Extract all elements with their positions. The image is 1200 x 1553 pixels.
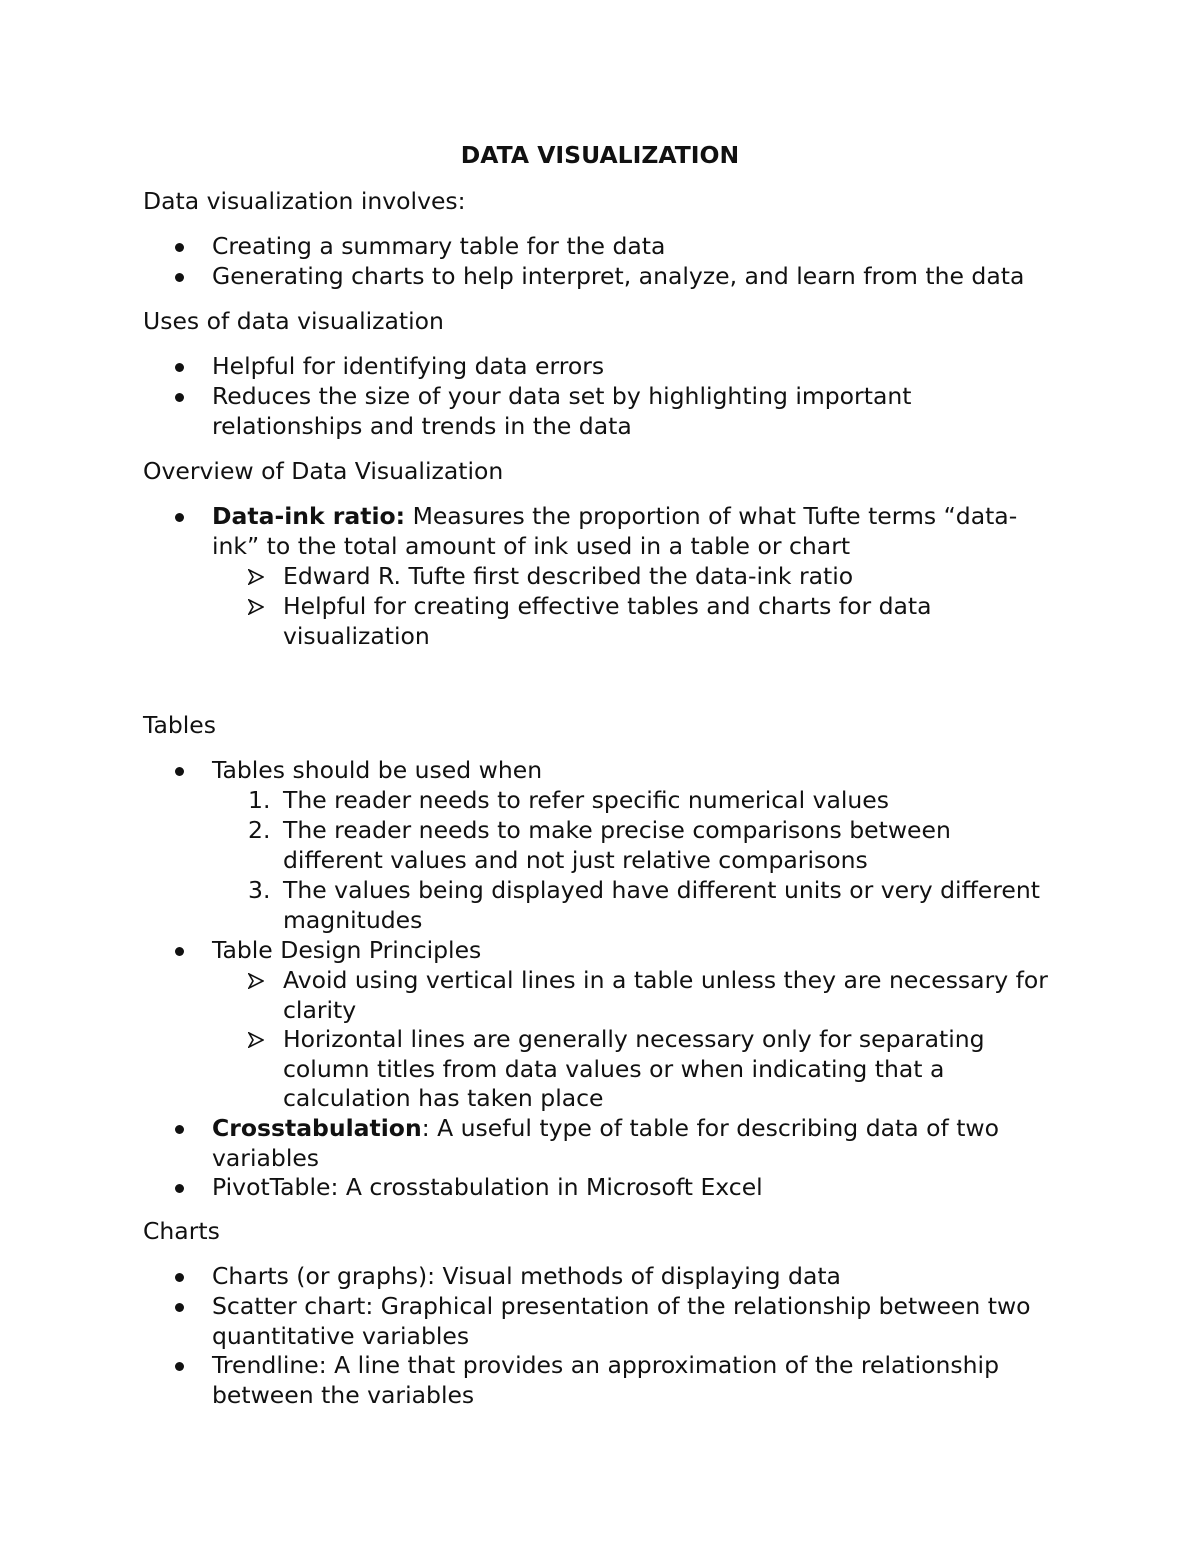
document-page: DATA VISUALIZATION Data visualization involves: Creating a summary table for the data Generating charts to help interpret, analyze, and learn from the data Uses of data visualization Helpful for identifying data errors Reduces the size of your data set by highlighting important relationships and trends in the data Overview of Data Visualization Data-ink ratio: Measures the proportion of what Tufte terms “data- ink” to the total amount of ink used in a table or chart Edward R. Tufte first described the data-ink ratio Helpful for creating effective tables and charts for data visualization Tables Tables should be used when 1. The reader needs to refer specific numerical values 2. The reader needs to make precise comparisons between different values and not just relative comparisons 3. The values being displayed have different units or very different magnitudes Table Design Principles Avoid using vertical lines in a table unless they are necessary for clarity Horizontal lines are generally necessary only for separating column titles from data values or when indicating that a calculation has taken place Crosstabulation: A useful type of table for describing data of two variables PivotTable: A crosstabulation in Microsoft Excel Charts Charts (or graphs): Visual methods of displaying data Scatter chart: Graphical presentation of the relationship between two quantitative variables Trendline: A line that provides an approximation of the relationship between the variables [0, 0, 1200, 1553]
arrowhead-bullet-icon [248, 973, 264, 989]
bullet-icon [175, 243, 184, 252]
bullet-icon [175, 363, 184, 372]
list-item-continuation: between the variables [212, 1381, 475, 1409]
charts-heading: Charts [143, 1217, 220, 1245]
intro-heading: Data visualization involves: [143, 187, 466, 215]
arrowhead-bullet-icon [248, 569, 264, 585]
list-item-continuation: relationships and trends in the data [212, 412, 632, 440]
bullet-icon [175, 513, 184, 522]
arrowhead-bullet-icon [248, 1032, 264, 1048]
uses-heading: Uses of data visualization [143, 307, 444, 335]
term-crosstabulation: Crosstabulation [212, 1114, 422, 1142]
overview-heading: Overview of Data Visualization [143, 457, 504, 485]
bullet-icon [175, 1125, 184, 1134]
tables-heading: Tables [143, 711, 217, 739]
bullet-icon [175, 1303, 184, 1312]
bullet-icon [175, 1273, 184, 1282]
bullet-icon [175, 767, 184, 776]
sub-list-item-continuation: column titles from data values or when indicating that a [283, 1055, 945, 1083]
page-title: DATA VISUALIZATION [460, 141, 740, 169]
arrowhead-bullet-icon [248, 599, 264, 615]
sub-list-item-continuation: clarity [283, 996, 357, 1024]
numbered-item-continuation: magnitudes [283, 906, 423, 934]
list-item-continuation: ink” to the total amount of ink used in a table or chart [212, 532, 851, 560]
term-data-ink-ratio: Data-ink ratio: [212, 502, 406, 530]
numbered-item-continuation: different values and not just relative comparisons [283, 846, 868, 874]
list-item-continuation: variables [212, 1144, 320, 1172]
bullet-icon [175, 273, 184, 282]
sub-list-item-continuation: visualization [283, 622, 430, 650]
bullet-icon [175, 1362, 184, 1371]
list-item-continuation: quantitative variables [212, 1322, 470, 1350]
bullet-icon [175, 947, 184, 956]
bullet-icon [175, 1184, 184, 1193]
sub-list-item-continuation: calculation has taken place [283, 1084, 604, 1112]
bullet-icon [175, 393, 184, 402]
